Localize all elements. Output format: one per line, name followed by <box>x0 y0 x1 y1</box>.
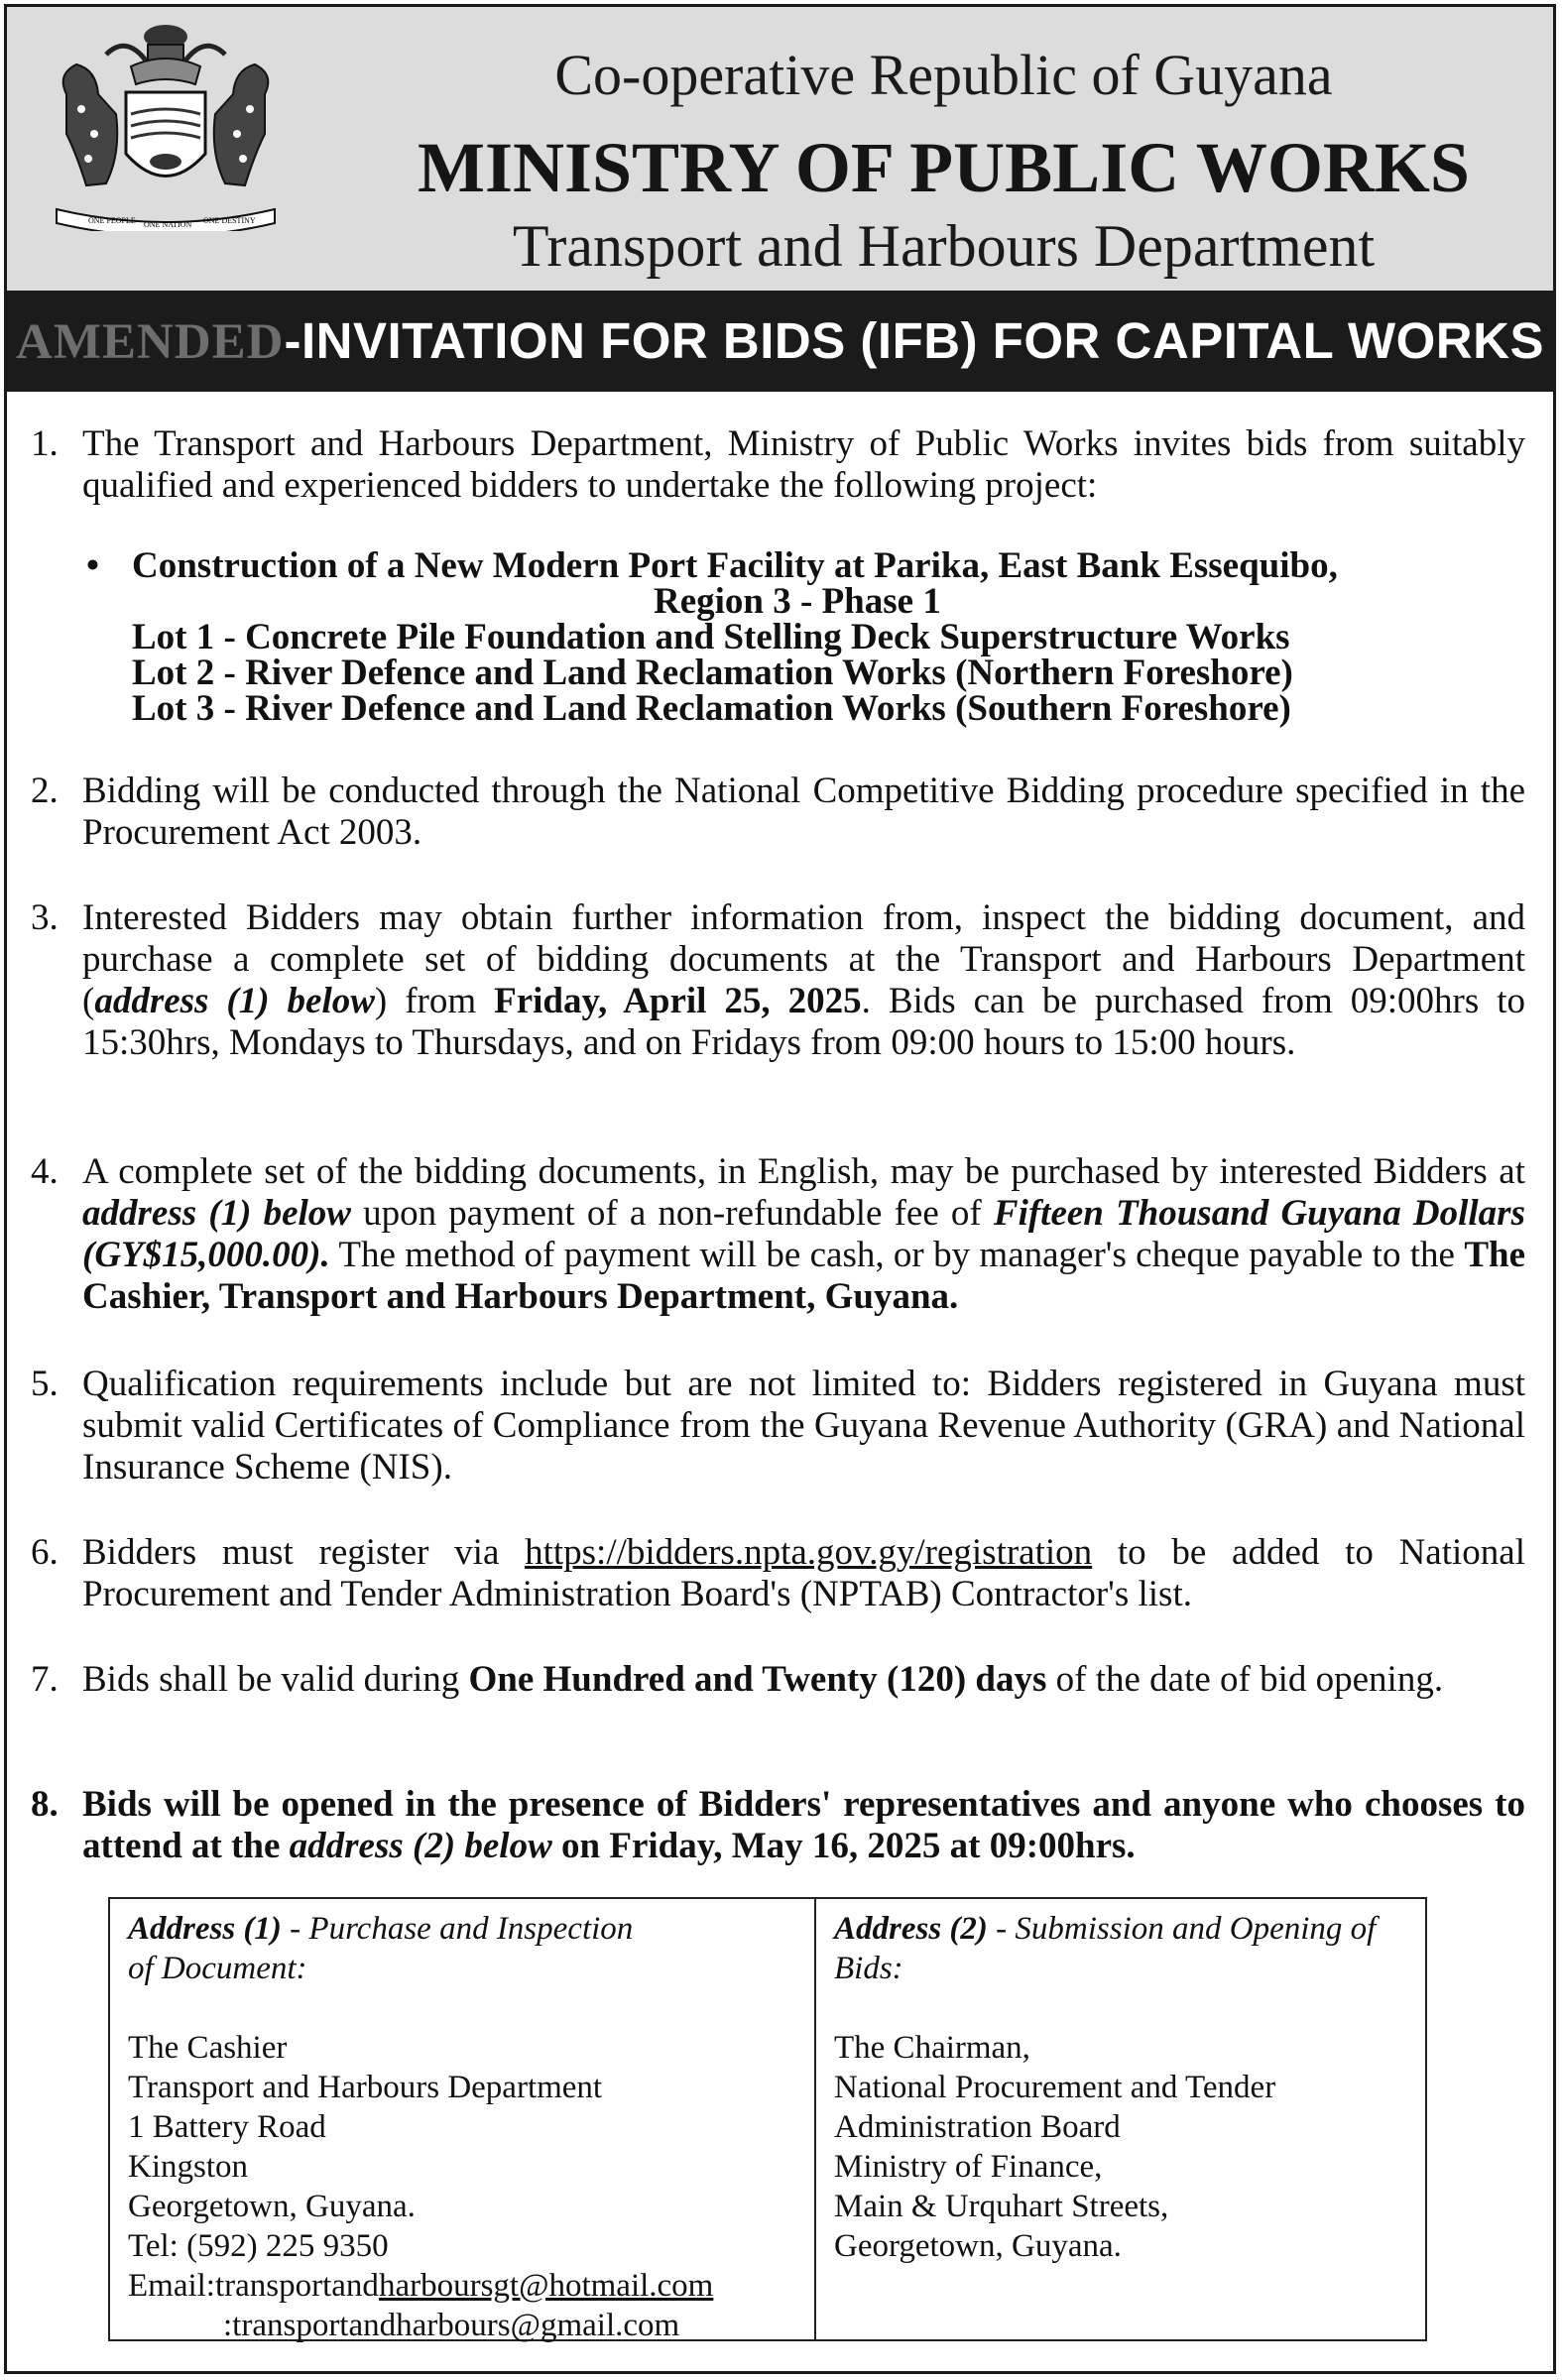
crest-motto-2: ONE NATION <box>144 220 192 229</box>
registration-link[interactable]: https://bidders.npta.gov.gy/registration <box>525 1532 1093 1573</box>
clause-number: 6. <box>31 1532 59 1573</box>
lot-3: Lot 3 - River Defence and Land Reclamation Works (Southern Foreshore) <box>132 688 1291 729</box>
address-1-line: The Cashier <box>128 2030 288 2066</box>
project-list <box>86 545 1525 729</box>
address-1-phone: Tel: (592) 225 9350 <box>128 2228 389 2264</box>
address-table <box>108 1897 1427 2341</box>
department-title: Transport and Harbours Department <box>512 213 1376 279</box>
clause-4 <box>31 1151 1525 1318</box>
clause-number: 1. <box>31 423 59 464</box>
header <box>7 7 1553 291</box>
purchase-start-date: Friday, April 25, 2025 <box>494 981 862 1021</box>
address-1-email-2[interactable]: :transportandharbours@gmail.com <box>223 2308 680 2343</box>
address-2-title-cont: Bids: <box>834 1951 903 1986</box>
clause-3 <box>31 897 1525 1064</box>
address-2-line: Ministry of Finance, <box>834 2149 1103 2185</box>
notice-frame <box>4 4 1556 2374</box>
ministry-title: MINISTRY OF PUBLIC WORKS <box>418 128 1470 207</box>
address-1-title-cont: of Document: <box>128 1951 307 1986</box>
clause-number: 7. <box>31 1659 59 1700</box>
clause-text: Bids shall be valid during One Hundred and Twenty (120) days of the date of bid opening. <box>82 1659 1444 1700</box>
address-1-email[interactable]: Email:transportandharboursgt@hotmail.com <box>128 2268 714 2304</box>
column-divider <box>814 1899 816 2339</box>
address-2-column <box>834 1909 1376 2266</box>
project-region: Region 3 - Phase 1 <box>654 581 941 622</box>
address-2-line: Administration Board <box>834 2109 1121 2145</box>
clause-text: Bidding will be conducted through the National Competitive Bidding procedure specified in the Procurement Act 2003. <box>82 771 1525 853</box>
lot-2: Lot 2 - River Defence and Land Reclamation Works (Northern Foreshore) <box>132 653 1293 693</box>
address-1-line: Georgetown, Guyana. <box>128 2189 416 2224</box>
clause-text: Interested Bidders may obtain further information from, inspect the bidding document, and purchase a complete set of bidding documents at the Transport and Harbours Department (address (1) below) from Friday, April 25, 2025. Bids can be purchased from 09:00hrs to 15:30hrs, Mondays to Thursdays, and on Fridays from 09:00 hours to 15:00 hours. <box>82 897 1525 1063</box>
address-1-column <box>128 1909 713 2345</box>
clause-text: A complete set of the bidding documents, in English, may be purchased by interested Bidders at address (1) below upon payment of a non-refundable fee of Fifteen Thousand Guyana Dollars (GY$15,000.00). The method of payment will be cash, or by manager's cheque payable to the The Cashier, Transport and Harbours Department, Guyana. <box>82 1151 1525 1317</box>
republic-title: Co-operative Republic of Guyana <box>554 43 1333 107</box>
crest-motto-1: ONE PEOPLE <box>88 216 136 225</box>
banner-title: -INVITATION FOR BIDS (IFB) FOR CAPITAL WORKS <box>284 312 1544 369</box>
clause-text: The Transport and Harbours Department, Ministry of Public Works invites bids from suitably qualified and experienced bidders to undertake the following project: <box>82 423 1525 506</box>
address-1-title: Address (1) - Purchase and Inspection <box>128 1911 634 1947</box>
clause-6 <box>31 1532 1525 1615</box>
address-2-title: Address (2) - Submission and Opening of <box>834 1911 1377 1947</box>
clause-number: 2. <box>31 771 59 811</box>
clause-number: 5. <box>31 1364 59 1404</box>
clause-7 <box>31 1659 1525 1701</box>
clause-text: Qualification requirements include but are not limited to: Bidders registered in Guyana must submit valid Certificates of Compliance from the Guyana Revenue Authority (GRA) and National Insurance Scheme (NIS). <box>82 1364 1525 1488</box>
project-title: Construction of a New Modern Port Facility at Parika, East Bank Essequibo, <box>132 545 1338 586</box>
amended-label: AMENDED <box>16 314 285 370</box>
ifb-banner <box>7 291 1553 392</box>
address-2-line: The Chairman, <box>834 2030 1030 2066</box>
clause-number: 8. <box>31 1784 59 1825</box>
clause-2 <box>31 771 1525 854</box>
address-2-line: Georgetown, Guyana. <box>834 2228 1122 2264</box>
coat-of-arms-icon <box>37 15 295 231</box>
address-1-line: Transport and Harbours Department <box>128 2070 603 2105</box>
address-2-line: National Procurement and Tender <box>834 2070 1276 2105</box>
bullet-icon: • <box>86 545 99 586</box>
validity-period: One Hundred and Twenty (120) days <box>468 1659 1047 1700</box>
clause-text: Bidders must register via https://bidders.npta.gov.gy/registration to be added to National Procurement and Tender Administration Board's (NPTAB) Contractor's list. <box>82 1532 1525 1614</box>
address-ref: address (2) below <box>289 1826 552 1866</box>
lot-1: Lot 1 - Concrete Pile Foundation and Stelling Deck Superstructure Works <box>132 617 1290 657</box>
clause-8 <box>31 1784 1525 1867</box>
address-ref: address (1) below <box>82 1193 351 1234</box>
address-1-line: 1 Battery Road <box>128 2109 326 2145</box>
clause-text: Bids will be opened in the presence of Bidders' representatives and anyone who chooses to attend at the address (2) below on Friday, May 16, 2025 at 09:00hrs. <box>82 1784 1525 1866</box>
address-1-line: Kingston <box>128 2149 249 2185</box>
payee: The Cashier, Transport and Harbours Department, Guyana. <box>82 1235 1525 1317</box>
address-2-line: Main & Urquhart Streets, <box>834 2189 1169 2224</box>
crest-motto-3: ONE DESTINY <box>203 216 256 225</box>
clause-number: 4. <box>31 1151 59 1192</box>
address-ref: address (1) below <box>94 981 375 1021</box>
clause-1 <box>31 423 1525 507</box>
bid-fee: Fifteen Thousand Guyana Dollars (GY$15,000.00). <box>82 1193 1525 1275</box>
clause-5 <box>31 1364 1525 1488</box>
clause-number: 3. <box>31 897 59 938</box>
